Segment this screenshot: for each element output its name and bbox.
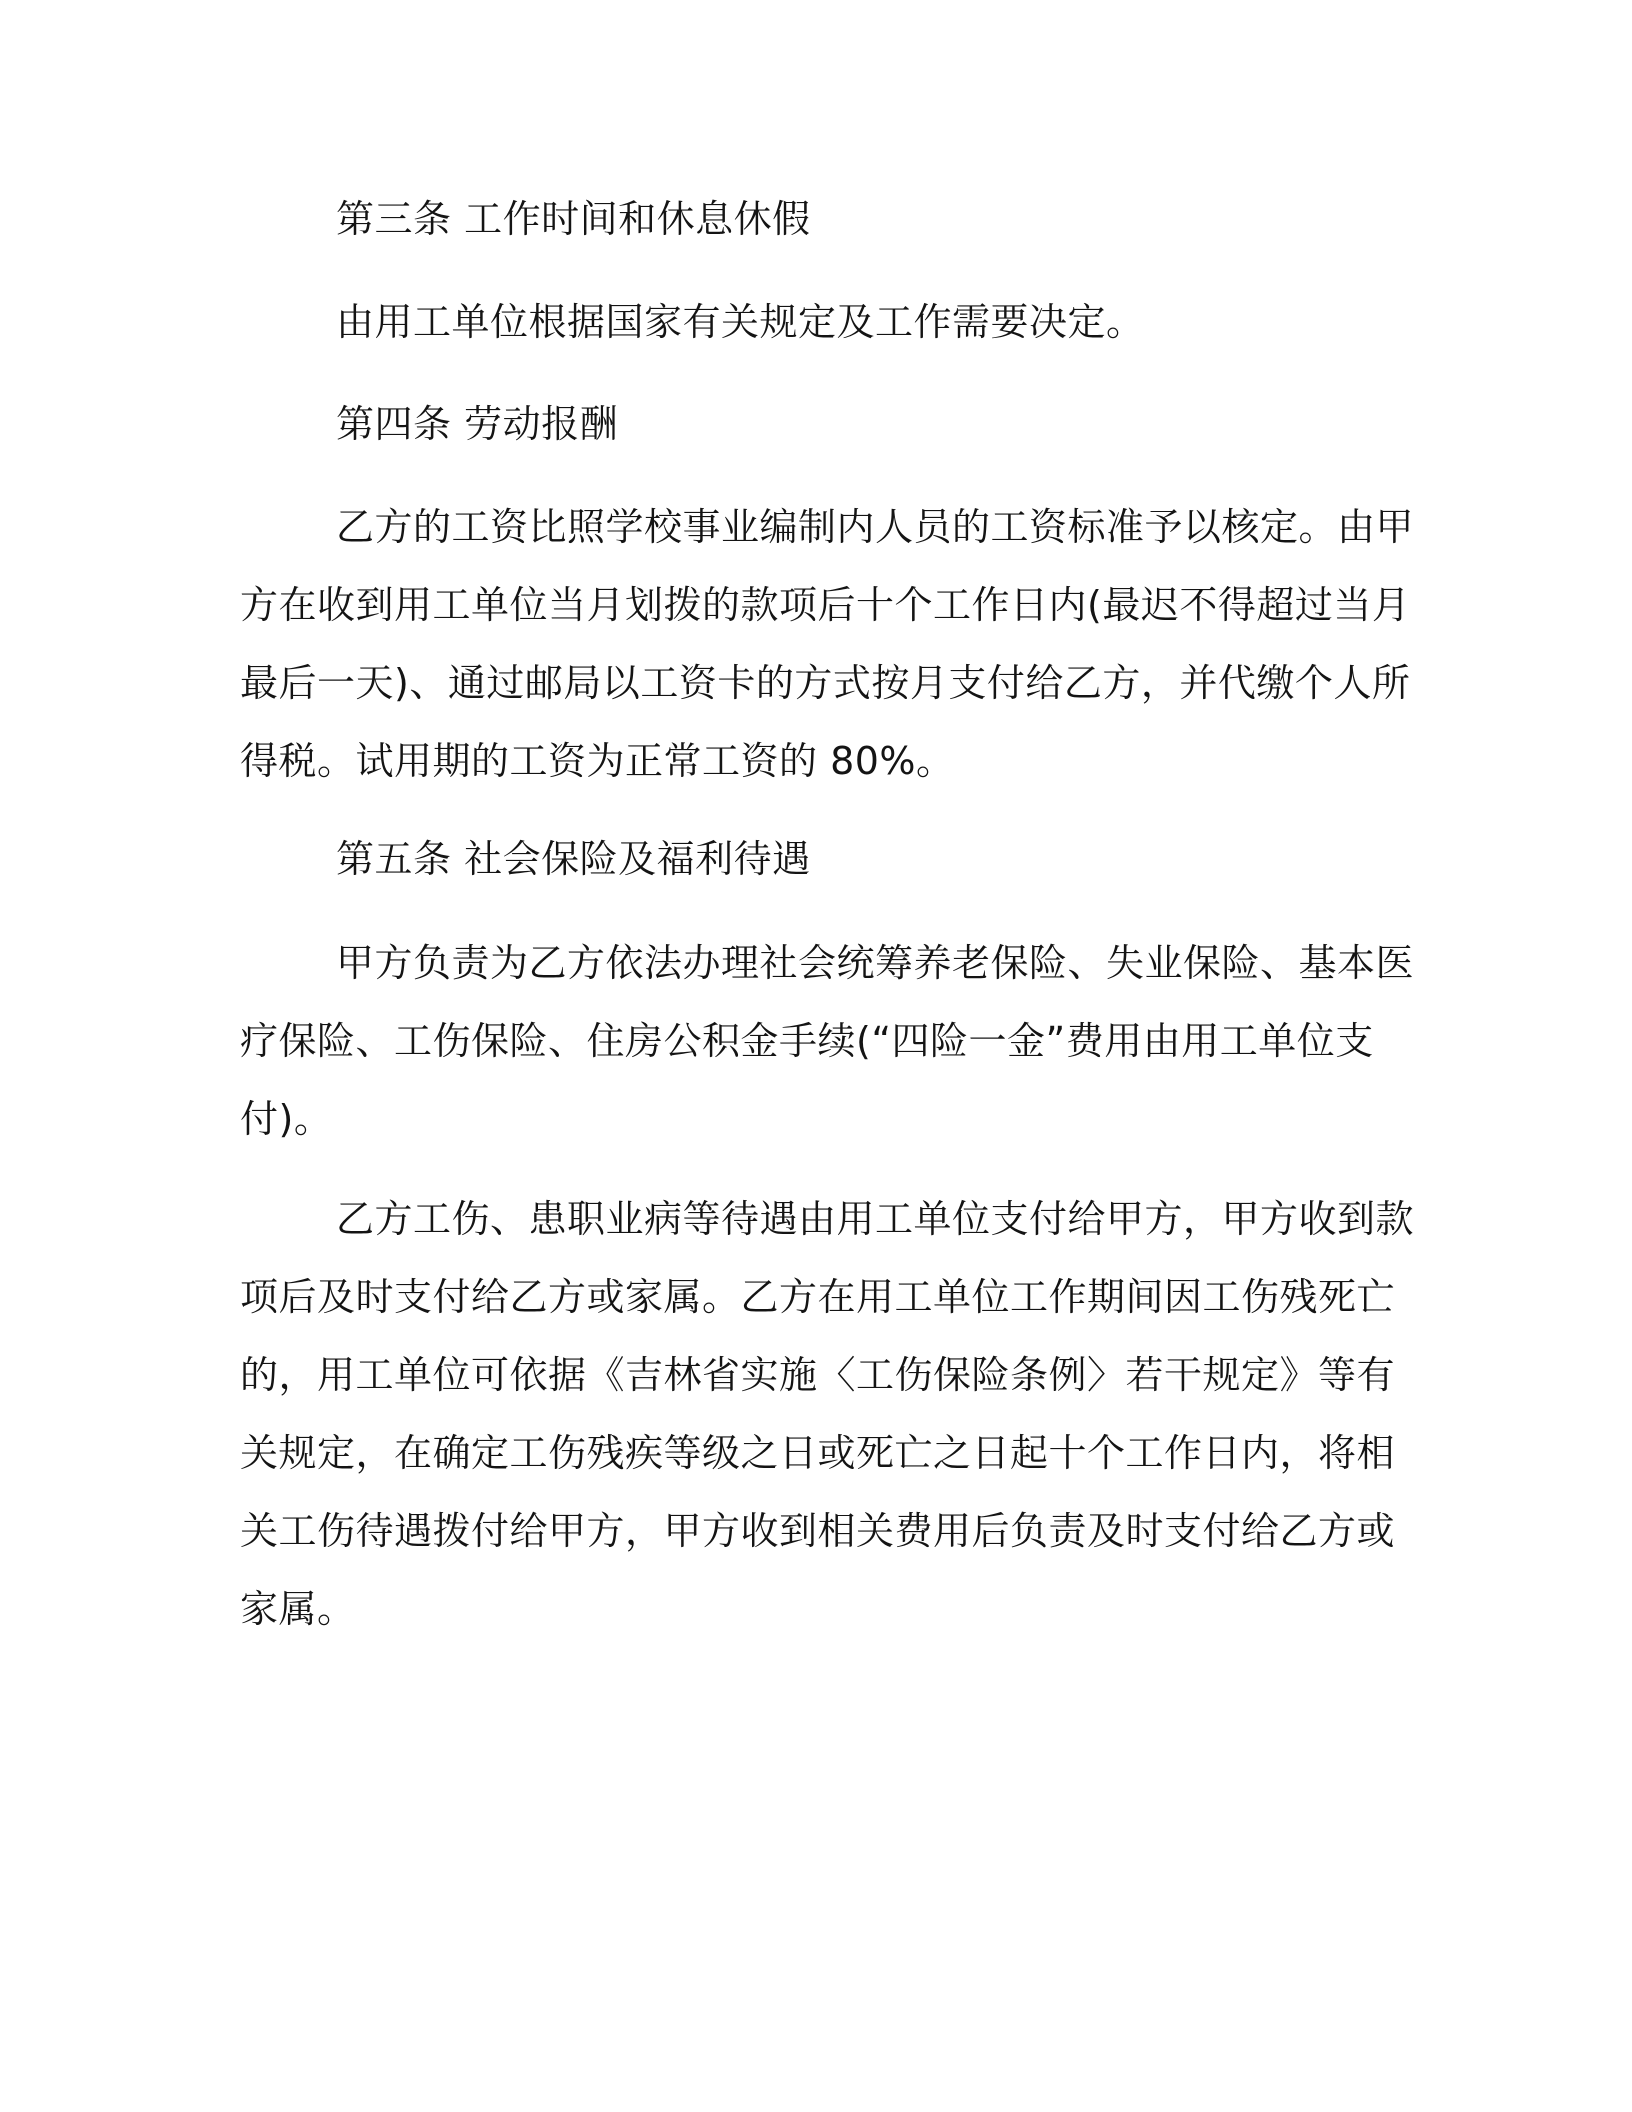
paragraph-line: 乙方工伤、患职业病等待遇由用工单位支付给甲方，甲方收到款 — [336, 1197, 1415, 1241]
paragraph-line: 得税。试用期的工资为正常工资的 80%。 — [240, 739, 955, 783]
paragraph-line: 关规定，在确定工伤残疾等级之日或死亡之日起十个工作日内，将相 — [240, 1431, 1396, 1475]
paragraph-line: 最后一天)、通过邮局以工资卡的方式按月支付给乙方，并代缴个人所 — [240, 661, 1411, 705]
paragraph-line: 乙方的工资比照学校事业编制内人员的工资标准予以核定。由甲 — [336, 505, 1415, 549]
paragraph-line: 关工伤待遇拨付给甲方，甲方收到相关费用后负责及时支付给乙方或 — [240, 1509, 1396, 1553]
paragraph-line: 甲方负责为乙方依法办理社会统筹养老保险、失业保险、基本医 — [336, 941, 1415, 985]
section-5 — [240, 820, 1380, 898]
section-heading: 第五条 社会保险及福利待遇 — [336, 837, 811, 881]
paragraph-line: 疗保险、工伤保险、住房公积金手续(“四险一金”费用由用工单位支 — [240, 1019, 1374, 1063]
section-heading: 第三条 工作时间和休息休假 — [336, 197, 811, 241]
paragraph-line: 家属。 — [240, 1587, 356, 1631]
paragraph-line: 的，用工单位可依据《吉林省实施〈工伤保险条例〉若干规定》等有 — [240, 1353, 1396, 1397]
section-heading: 第四条 劳动报酬 — [336, 402, 619, 446]
section-5-paragraph-1 — [240, 924, 1415, 1158]
paragraph-line: 项后及时支付给乙方或家属。乙方在用工单位工作期间因工伤残死亡 — [240, 1275, 1396, 1319]
paragraph-line: 由用工单位根据国家有关规定及工作需要决定。 — [336, 300, 1145, 344]
section-4 — [240, 385, 1380, 463]
paragraph-line: 方在收到用工单位当月划拨的款项后十个工作日内(最迟不得超过当月 — [240, 583, 1411, 627]
section-5-paragraph-2 — [240, 1180, 1415, 1648]
section-3 — [240, 180, 1380, 258]
paragraph-line: 付)。 — [240, 1097, 333, 1141]
section-3-paragraph-1 — [240, 283, 1380, 361]
section-4-paragraph-1 — [240, 488, 1415, 800]
